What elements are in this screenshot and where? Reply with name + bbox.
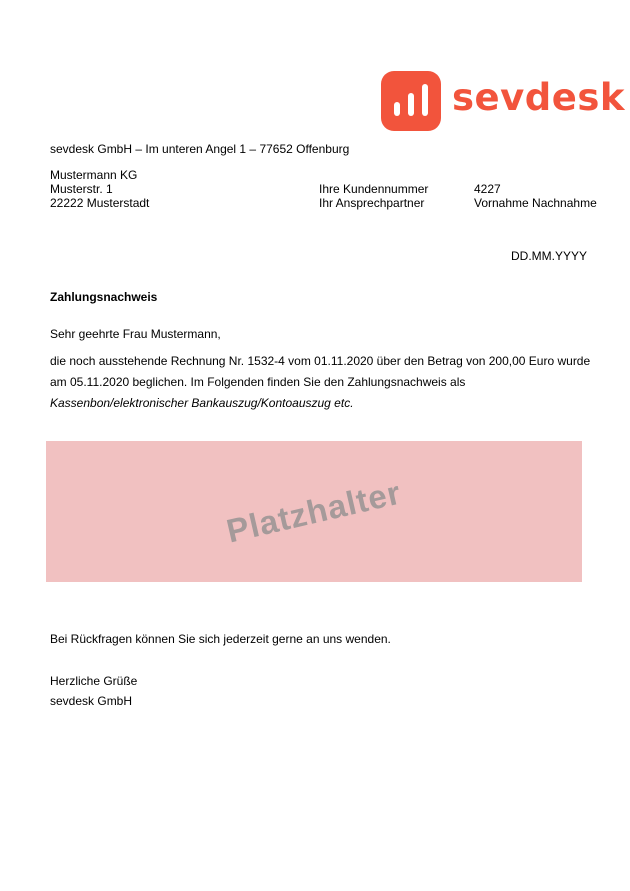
logo-bar-2 (408, 93, 414, 116)
recipient-city: 22222 Musterstadt (50, 196, 150, 210)
closing-greeting: Herzliche Grüße (50, 674, 138, 688)
customer-number-value: 4227 (474, 182, 501, 196)
customer-number-label: Ihre Kundennummer (319, 182, 429, 196)
recipient-street: Musterstr. 1 (50, 182, 113, 196)
sender-line: sevdesk GmbH – Im unteren Angel 1 – 77652 Offenburg (50, 142, 350, 156)
salutation: Sehr geehrte Frau Mustermann, (50, 327, 221, 341)
body-line-2: am 05.11.2020 beglichen. Im Folgenden finden Sie den Zahlungsnachweis als (50, 375, 466, 389)
placeholder-label: Platzhalter (223, 472, 405, 550)
body-line-3: Kassenbon/elektronischer Bankauszug/Kontoauszug etc. (50, 396, 354, 410)
followup-text: Bei Rückfragen können Sie sich jederzeit gerne an uns wenden. (50, 632, 391, 646)
logo-bar-1 (394, 102, 400, 116)
body-line-1: die noch ausstehende Rechnung Nr. 1532-4 vom 01.11.2020 über den Betrag von 200,00 Euro wurde (50, 354, 591, 368)
logo-bar-3 (422, 84, 428, 116)
bar-chart-icon (381, 71, 441, 131)
contact-value: Vornahme Nachnahme (474, 196, 597, 210)
document-date: DD.MM.YYYY (511, 249, 588, 263)
closing-signature: sevdesk GmbH (50, 694, 133, 708)
contact-label: Ihr Ansprechpartner (319, 196, 425, 210)
payment-proof-placeholder (46, 441, 582, 582)
subject-heading: Zahlungsnachweis (50, 290, 158, 304)
recipient-company: Mustermann KG (50, 168, 138, 182)
logo-wordmark: sevdesk (452, 76, 625, 119)
